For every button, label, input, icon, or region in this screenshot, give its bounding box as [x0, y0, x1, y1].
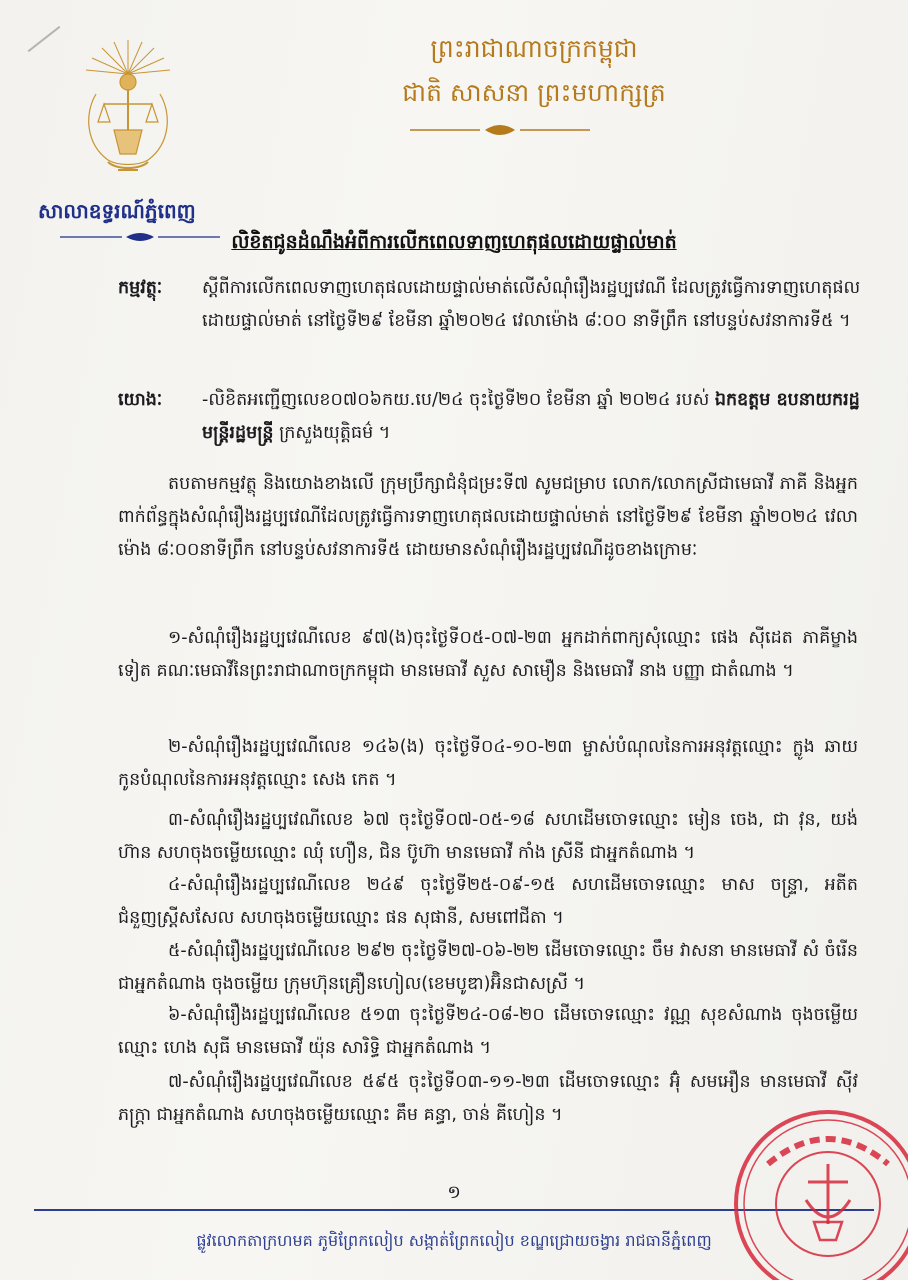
intro-text: តបតាមកម្មវត្ថុ និងយោងខាងលើ ក្រុមប្រឹក្សាជំនុំជម្រះទី៧ សូមជម្រាប លោក/លោកស្រីជាមេធាវី ភាគី និងអ្នកពាក់ព័ន្ធក្នុងសំណុំរឿងរដ្ឋប្បវេណីដែលត្រូវធ្វើការទាញហេតុផលដោយផ្ទាល់មាត់ នៅថ្ងៃទី២៩ ខែមីនា ឆ្នាំ២០២៤ វេលាម៉ោង ៨ៈ០០នាទីព្រឹក នៅបន្ទប់សវនាការទី៥ ដោយមានសំណុំរឿងរដ្ឋប្បវេណីដូចខាងក្រោមៈ — [118, 474, 858, 560]
official-seal-stamp-icon — [728, 1104, 908, 1280]
reference-text — [202, 384, 862, 450]
case-item-text: ១-សំណុំរឿងរដ្ឋប្បវេណីលេខ ៩៧(ង)ចុះថ្ងៃទី០៥-០៧-២៣ អ្នកដាក់ពាក្យសុំឈ្មោះ ផេង ស៊ីដេត ភាគីម្ខាងទៀត គណៈមេធាវីនៃព្រះរាជាណាចក្រកម្ពុជា មានមេធាវី សួស សាមឿន និងមេធាវី នាង បញ្ញា ជាតំណាង ។ — [118, 628, 858, 681]
reference-tail: ក្រសួងយុត្តិធម៌ ។ — [273, 423, 391, 443]
case-item-text: ៧-សំណុំរឿងរដ្ឋប្បវេណីលេខ ៥៩៥ ចុះថ្ងៃទី០៣-១១-២៣ ដើមចោទឈ្មោះ អ៊ុំ សមអឿន មានមេធាវី ស៊ីវ ភក្ត្រា ជាអ្នកតំណាង សហចុងចម្លើយឈ្មោះ គឹម គន្ធា, ចាន់ គីហៀន ។ — [118, 1072, 858, 1125]
case-item-text: ៣-សំណុំរឿងរដ្ឋប្បវេណីលេខ ៦៧ ចុះថ្ងៃទី០៧-០៥-១៨ សហដើមចោទឈ្មោះ មៀន ចេង, ជា វុន, យង់ ហ៊ាន សហចុងចម្លើយឈ្មោះ ឈុំ ហឿន, ជិន ប៊ូហ៊ា មានមេធាវី កាំង ស្រីនី ជាអ្នកតំណាង ។ — [118, 810, 858, 863]
ornament-divider-icon — [410, 122, 590, 138]
page-number: ១ — [447, 1182, 461, 1203]
intro-paragraph — [118, 468, 858, 567]
kingdom-name: ព្រះរាជាណាចក្រកម្ពុជា — [430, 34, 638, 63]
reference-organization: ឯកឧត្តម ឧបនាយករដ្ឋមន្ត្រីរដ្ឋមន្ត្រី — [202, 390, 860, 443]
court-office-name: សាលាឧទ្ធរណ៍ភ្នំពេញ — [38, 199, 196, 223]
case-item — [118, 731, 858, 797]
case-item — [118, 622, 858, 688]
subject-text: ស្តីពីការលើកពេលទាញហេតុផលដោយផ្ទាល់មាត់លើសំណុំរឿងរដ្ឋប្បវេណី ដែលត្រូវធ្វើការទាញហេតុផលដោយផ្ទាល់មាត់ នៅថ្ងៃទី២៩ ខែមីនា ឆ្នាំ២០២៤ វេលាម៉ោង ៨ៈ០០ នាទីព្រឹក នៅបន្ទប់សវនាការទី៥ ។ — [202, 278, 861, 331]
subject-label: កម្មវត្ថុៈ — [118, 278, 163, 298]
reference-label: យោងៈ — [118, 390, 163, 410]
reference-body: -លិខិតអញ្ជើញលេខ០៧០៦កយ.បេ/២៤ ចុះថ្ងៃទី២០ ខែមីនា ឆ្នាំ ២០២៤ របស់ — [202, 390, 715, 410]
case-item-text: ៦-សំណុំរឿងរដ្ឋប្បវេណីលេខ ៥១៣ ចុះថ្ងៃទី២៤-០៨-២០ ដើមចោទឈ្មោះ វណ្ណ សុខសំណាង ចុងចម្លើយឈ្មោះ ហេង សុធី មានមេធាវី យ៉ុន សារិទ្ធិ ជាអ្នកតំណាង ។ — [118, 1005, 858, 1058]
footer-address: ផ្លូវលោកតាក្រហមគ ភូមិព្រែកលៀប សង្កាត់ព្រែកលៀប ខណ្ឌជ្រោយចង្វារ រាជធានីភ្នំពេញ — [196, 1231, 712, 1250]
case-item — [118, 999, 858, 1065]
case-item — [118, 804, 858, 870]
case-item-text: ២-សំណុំរឿងរដ្ឋប្បវេណីលេខ ១៤៦(ង) ចុះថ្ងៃទី០៤-១០-២៣ ម្ចាស់បំណុលនៃការអនុវត្តឈ្មោះ ក្លូង ឆាយ កូនបំណុលនៃការអនុវត្តឈ្មោះ សេង កេត ។ — [118, 737, 858, 790]
paper-crease — [28, 26, 61, 52]
document-title: លិខិតជូនដំណឹងអំពីការលើកពេលទាញហេតុផលដោយផ្ទាល់មាត់ — [231, 231, 677, 253]
case-item-text: ៥-សំណុំរឿងរដ្ឋប្បវេណីលេខ ២៩២ ចុះថ្ងៃទី២៧-០៦-២២ ដើមចោទឈ្មោះ ចឹម វាសនា មានមេធាវី សំ ចំរើន ជាអ្នកតំណាង ចុងចម្លើយ ក្រុមហ៊ុនគ្រឿនហៀល(ខេមបូឌា)អ៊ិនជាសស្រី ។ — [118, 941, 858, 994]
national-motto: ជាតិ សាសនា ព្រះមហាក្សត្រ — [402, 78, 666, 107]
case-item — [118, 935, 858, 1001]
case-item-text: ៤-សំណុំរឿងរដ្ឋប្បវេណីលេខ ២៤៩ ចុះថ្ងៃទី២៥-០៩-១៥ សហដើមចោទឈ្មោះ មាស ចន្ទ្រា, អតីតជំនួញស្ដ្រីសសែល សហចុងចម្លើយឈ្មោះ ផន សុផានី, សមពៅជីតា ។ — [118, 875, 858, 928]
case-item — [118, 869, 858, 935]
